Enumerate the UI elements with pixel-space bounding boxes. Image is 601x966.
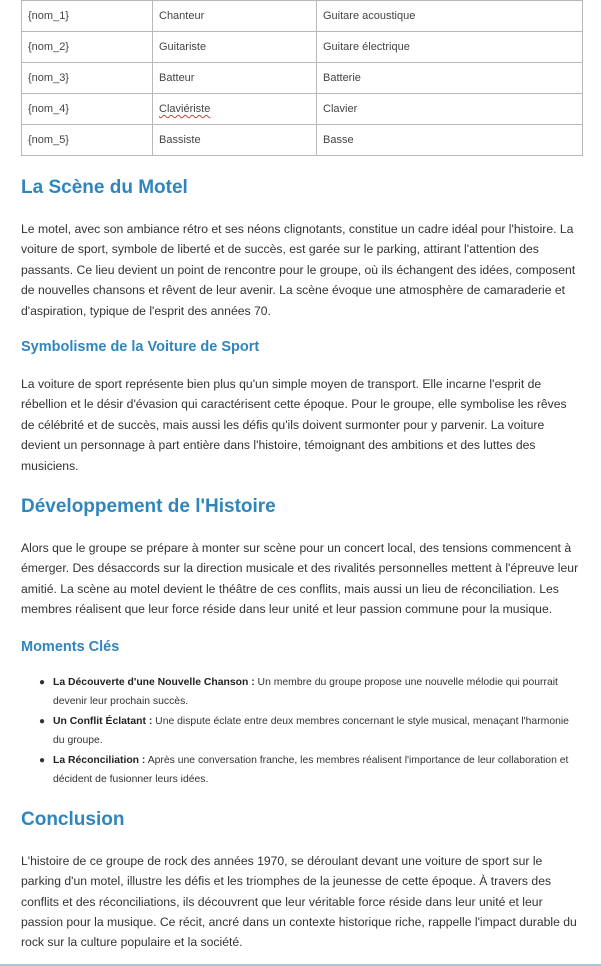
subsection-heading-key-moments: Moments Clés [21, 638, 120, 655]
member-name-cell: {nom_2} [22, 32, 153, 63]
list-item [39, 673, 583, 712]
member-name-cell: {nom_3} [22, 63, 153, 94]
member-instrument-cell: Batterie [317, 63, 583, 94]
member-instrument-cell: Guitare acoustique [317, 1, 583, 32]
list-item [39, 751, 583, 790]
section-heading-conclusion: Conclusion [21, 808, 125, 830]
member-instrument-cell: Clavier [317, 94, 583, 125]
key-moments-list [21, 673, 583, 790]
bullet-icon: ● [39, 754, 46, 766]
member-role-cell: Guitariste [153, 32, 317, 63]
member-role-cell: Batteur [153, 63, 317, 94]
table-row [22, 1, 583, 32]
section-heading-development: Développement de l'Histoire [21, 496, 276, 518]
list-item-label: La Réconciliation : [53, 754, 146, 766]
bullet-icon: ● [39, 715, 46, 727]
list-item-text: Une dispute éclate entre deux membres concernant le style musical, menaçant l'harmonie du groupe. [53, 715, 569, 746]
table-row [22, 125, 583, 156]
member-role-cell: Chanteur [153, 1, 317, 32]
section-paragraph-conclusion: L'histoire de ce groupe de rock des années 1970, se déroulant devant une voiture de sport sur le parking d'un motel, illustre les défis et les triomphes de la jeunesse de cette époque. À travers des conflits et des réconciliations, ils découvrent que leur véritable force réside dans leur unité et leur passion pour la musique. Ce récit, ancré dans un contexte historique riche, rappelle l'impact durable du rock sur la culture populaire et la société. [21, 853, 577, 950]
table-row [22, 94, 583, 125]
section-heading-scene: La Scène du Motel [21, 177, 188, 198]
member-name-cell: {nom_4} [22, 94, 153, 125]
section-paragraph-development: Alors que le groupe se prépare à monter sur scène pour un concert local, des tensions commencent à émerger. Des désaccords sur la direction musicale et des rivalités personnelles mettent à l'épreuve leur amitié. La scène au motel devient le théâtre de ces conflits, mais aussi un lieu de réconciliation. Les membres réalisent que leur force réside dans leur unité et leur passion commune pour la musique. [21, 541, 579, 617]
document-page [21, 0, 583, 953]
list-item-text: Après une conversation franche, les membres réalisent l'importance de leur collaboration et décident de fusionner leurs idées. [53, 754, 569, 785]
member-instrument-cell: Basse [317, 125, 583, 156]
list-item-label: Un Conflit Éclatant : [53, 715, 153, 727]
section-paragraph-symbolism: La voiture de sport représente bien plus qu'un simple moyen de transport. Elle incarne l'esprit de rébellion et le désir d'évasion qui caractérisent cette époque. Pour le groupe, elle symbolise les rêves de célébrité et de succès, mais aussi les défis qu'ils doivent surmonter pour y parvenir. La voiture devient un personnage à part entière dans l'histoire, témoignant des ambitions et des luttes des musiciens. [21, 377, 567, 473]
member-role-cell: Bassiste [153, 125, 317, 156]
band-members-table [21, 0, 583, 156]
subsection-heading-symbolism: Symbolisme de la Voiture de Sport [21, 339, 260, 356]
spellcheck-flagged-word[interactable]: Claviériste [159, 103, 211, 115]
bullet-icon: ● [39, 676, 46, 688]
list-item [39, 712, 583, 751]
section-paragraph-scene: Le motel, avec son ambiance rétro et ses néons clignotants, constitue un cadre idéal pour l'histoire. La voiture de sport, symbole de liberté et de succès, est garée sur le parking, attirant l'attention des passants. Ce lieu devient un point de rencontre pour le groupe, où ils échangent des idées, composent de nouvelles chansons et rêvent de leur avenir. La scène évoque une atmosphère de camaraderie et d'aspiration, typique de l'esprit des années 70. [21, 222, 576, 318]
list-item-label: La Découverte d'une Nouvelle Chanson : [53, 676, 255, 688]
table-row [22, 32, 583, 63]
member-name-cell: {nom_5} [22, 125, 153, 156]
member-name-cell: {nom_1} [22, 1, 153, 32]
table-row [22, 63, 583, 94]
member-instrument-cell: Guitare électrique [317, 32, 583, 63]
list-item-text: Un membre du groupe propose une nouvelle mélodie qui pourrait devenir leur prochain succès. [53, 676, 558, 707]
member-role-cell [153, 94, 317, 125]
